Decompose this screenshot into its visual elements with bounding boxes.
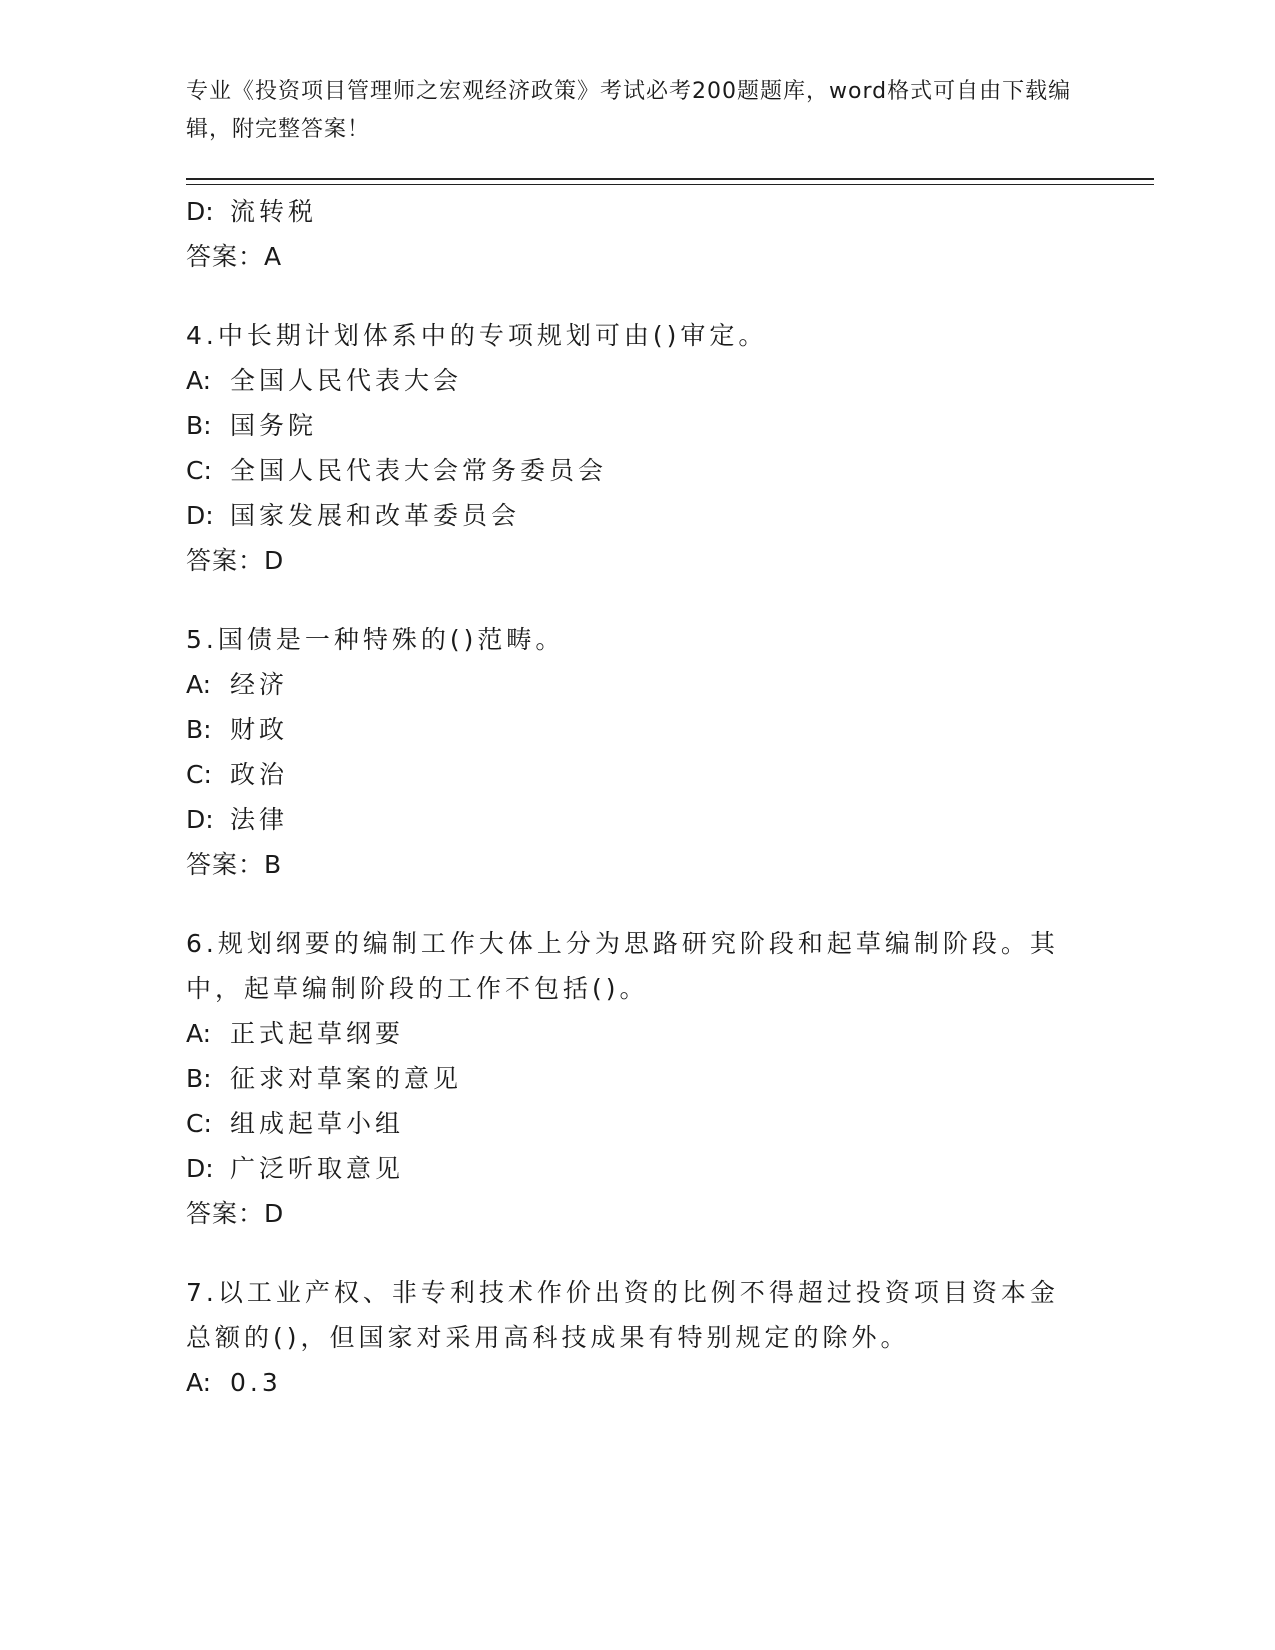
document-header: 专业《投资项目管理师之宏观经济政策》考试必考200题题库，word格式可自由下载编辑，附完整答案！ (186, 79, 1072, 142)
question-stem: 5.国债是一种特殊的()范畴。 (186, 625, 565, 654)
option-label: D: (186, 805, 214, 834)
option-label: A: (186, 1019, 212, 1048)
option-text: 流转税 (230, 197, 318, 226)
header-divider-thick (186, 178, 1154, 180)
option-c (186, 448, 1066, 493)
option-label: B: (186, 1064, 212, 1093)
option-label: D: (186, 501, 214, 530)
option-c (186, 752, 1066, 797)
question-4 (186, 313, 1066, 583)
option-b (186, 403, 1066, 448)
header-divider-thin (186, 184, 1154, 185)
answer-line: 答案：B (186, 850, 283, 879)
option-text: 法律 (230, 805, 289, 834)
question-stem-line-1: 6.规划纲要的编制工作大体上分为思路研究阶段和起草编制阶段。其 (186, 929, 1059, 958)
question-6 (186, 921, 1066, 1236)
option-label: A: (186, 1368, 212, 1397)
option-d (186, 493, 1066, 538)
option-d (186, 1146, 1066, 1191)
option-text: 国务院 (230, 411, 318, 440)
question-stem-line-1: 7.以工业产权、非专利技术作价出资的比例不得超过投资项目资本金 (186, 1278, 1059, 1307)
answer-line: 答案：D (186, 546, 285, 575)
option-a (186, 1360, 1066, 1405)
option-text: 广泛听取意见 (230, 1154, 405, 1183)
question-7 (186, 1270, 1066, 1405)
option-text: 征求对草案的意见 (230, 1064, 463, 1093)
question-stem: 4.中长期计划体系中的专项规划可由()审定。 (186, 321, 768, 350)
option-text: 全国人民代表大会 (230, 366, 463, 395)
option-text: 政治 (230, 760, 289, 789)
option-label: B: (186, 715, 212, 744)
option-d (186, 797, 1066, 842)
option-b (186, 1056, 1066, 1101)
question-5 (186, 617, 1066, 887)
option-text: 全国人民代表大会常务委员会 (230, 456, 608, 485)
option-b (186, 707, 1066, 752)
option-text: 正式起草纲要 (230, 1019, 405, 1048)
question-stem-line-2: 中，起草编制阶段的工作不包括()。 (186, 974, 649, 1003)
option-text: 0.3 (230, 1368, 282, 1397)
option-label: C: (186, 456, 212, 485)
option-label: B: (186, 411, 212, 440)
option-label: A: (186, 366, 212, 395)
option-label: C: (186, 760, 212, 789)
option-c (186, 1101, 1066, 1146)
option-label: D: (186, 197, 214, 226)
option-text: 财政 (230, 715, 289, 744)
option-a (186, 1011, 1066, 1056)
option-a (186, 662, 1066, 707)
option-a (186, 358, 1066, 403)
option-label: A: (186, 670, 212, 699)
option-label: C: (186, 1109, 212, 1138)
answer-line: 答案：D (186, 1199, 285, 1228)
question-stem-line-2: 总额的()，但国家对采用高科技成果有特别规定的除外。 (186, 1323, 910, 1352)
option-text: 经济 (230, 670, 289, 699)
document-body (186, 189, 1066, 1405)
option-label: D: (186, 1154, 214, 1183)
option-d (186, 189, 1066, 234)
option-text: 组成起草小组 (230, 1109, 405, 1138)
option-text: 国家发展和改革委员会 (230, 501, 521, 530)
answer-line: 答案：A (186, 242, 283, 271)
